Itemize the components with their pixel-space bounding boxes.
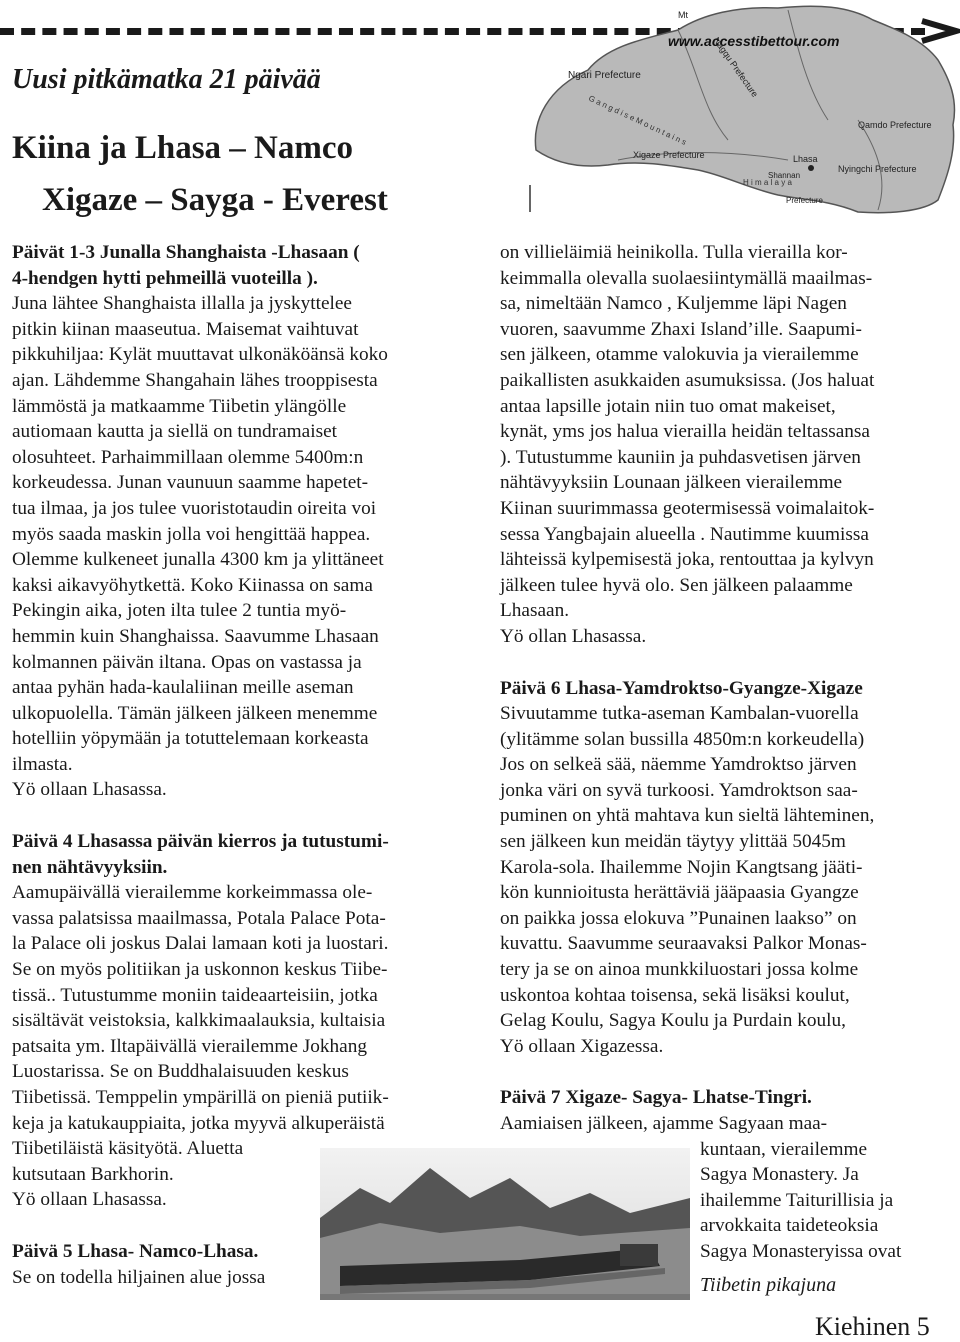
text-line: Kiinan suurimmassa geotermisessä voimalaitok-	[500, 497, 875, 519]
text-line: Yö ollaan Xigazessa.	[500, 1035, 664, 1057]
text-line: Sivuutamme tutka-aseman Kambalan-vuorella	[500, 703, 859, 725]
text-line: kynät, yms jos halua vierailla heidän teltassansa	[500, 421, 870, 443]
text-line: antaa lapsille jotain niin tuo omat makeiset,	[500, 395, 836, 417]
text-line: kaksi aikavyöhytkettä. Koko Kiinassa on sama	[12, 574, 373, 596]
map-label-nyingchi: Nyingchi Prefecture	[838, 164, 917, 174]
text-line: tua ilmaa, ja jos tulee vuoristotaudin oireita voi	[12, 497, 377, 519]
text-line: kolmannen päivän iltana. Opas on vastassa ja	[12, 651, 362, 673]
text-line: keimmalla olevalla suolaesiintymällä maailmas-	[500, 267, 873, 289]
text-line: hemmin kuin Shanghaissa. Saavumme Lhasaan	[12, 625, 379, 647]
day-heading: Päivät 1-3 Junalla Shanghaista -Lhasaan (	[12, 242, 360, 263]
text-line: Sagya Monastery. Ja	[700, 1164, 859, 1186]
text-line: ). Tutustumme kauniin ja puhdasvetisen järven	[500, 446, 861, 468]
map-label-shannan: Shannan	[768, 171, 801, 180]
text-line: on paikka jossa elokuva ”Punainen laakso” on	[500, 907, 857, 929]
title-line-1: Kiina ja Lhasa – Namco	[12, 130, 354, 166]
lhasa-dot	[808, 165, 814, 171]
text-line: Gelag Koulu, Sagya Koulu ja Purdain koulu,	[500, 1010, 846, 1032]
text-line: (ylitämme solan bussilla 4850m:n korkeudella)	[500, 728, 865, 750]
text-line: ajan. Lähdemme Shangahain lähes trooppisesta	[12, 369, 378, 391]
text-line: Yö ollaan Lhasassa.	[12, 1189, 167, 1211]
text-line: la Palace oli joskus Dalai lamaan koti ja luostari.	[12, 933, 389, 955]
paragraph-gap	[500, 650, 950, 676]
text-line: Juna lähtee Shanghaista illalla ja jyskyttelee	[12, 293, 352, 315]
right-column	[500, 240, 950, 1265]
paragraph-gap	[12, 803, 472, 829]
text-line: keja ja katukauppiaita, jotka myyvä alkuperäistä	[12, 1112, 385, 1134]
text-line: Se on todella hiljainen alue jossa	[12, 1266, 266, 1288]
text-line: Aamiaisen jälkeen, ajamme Sagyaan maa-	[500, 1113, 828, 1134]
text-line: tissä.. Tutustumme moniin taideaarteisiin, jotka	[12, 984, 378, 1006]
paragraph-gap	[500, 1059, 950, 1085]
text-line: Tiibetissä. Temppelin ympärillä on pieniä putiik-	[12, 1087, 389, 1108]
text-line: hotelliin yöpymään ja totuttelemaan korkeasta	[12, 728, 369, 750]
text-line: antaa pyhän hada-kaulaliinan meille aseman	[12, 677, 354, 699]
text-line: autiomaan kautta ja siellä on tundramaiset	[12, 421, 337, 443]
text-line: ulkopuolella. Tämän jälkeen jälkeen menemme	[12, 702, 378, 724]
text-line: arvokkaita taideteoksia	[700, 1215, 879, 1237]
train-photo	[320, 1148, 690, 1300]
map-label-gangdise: G a n g d i s e M o u n t a i n s	[587, 93, 688, 147]
map-label-mt: Mt	[678, 10, 688, 20]
text-line: Lhasaan.	[500, 600, 570, 622]
day-heading: Päivä 6 Lhasa-Yamdroktso-Gyangze-Xigaze	[500, 677, 863, 699]
text-line: sessa Yangbajain alueella . Nautimme kuumissa	[500, 523, 869, 545]
map-label-nagqu: Nagqu Prefecture	[711, 35, 761, 99]
day-heading: Päivä 4 Lhasassa päivän kierros ja tutustumi-	[12, 831, 389, 853]
text-line: Luostarissa. Se on Buddhalaisuuden keskus	[12, 1061, 349, 1083]
text-line: vuoren, saavumme Zhaxi Island’ille. Saapumi-	[500, 318, 862, 340]
title-line-2: Xigaze – Sayga - Everest	[42, 182, 388, 218]
text-line: Pekingin aika, joten ilta tulee 2 tuntia myö-	[12, 600, 347, 622]
text-line: nähtävyyksiin Lounaan jälkeen vierailemme	[500, 472, 843, 494]
text-line: sa, nimeltään Namco , Kuljemme läpi Nagen	[500, 293, 847, 315]
map-label-prefecture: Prefecture	[786, 196, 823, 205]
text-line: on villieläimiä heinikolla. Tulla vierailla kor-	[500, 242, 848, 263]
text-line: Yö ollaan Lhasassa.	[12, 779, 167, 801]
text-line: Karola-sola. Ihailemme Nojin Kangtsang jääti-	[500, 856, 863, 878]
day-heading: nen nähtävyyksiin.	[12, 856, 168, 878]
map-watermark: www.accesstibettour.com	[668, 33, 840, 49]
text-line: jonka väri on syvä turkoosi. Yamdroktson saa-	[500, 779, 858, 801]
text-line: pikkuhiljaa: Kylät muuttavat ulkonäköänsä koko	[12, 344, 388, 366]
text-line: kutsutaan Barkhorin.	[12, 1163, 174, 1185]
text-line: patsaita ym. Iltapäivällä vierailemme Jokhang	[12, 1035, 367, 1057]
text-line: lämmöstä ja matkaamme Tiibetin ylängölle	[12, 395, 347, 417]
text-line: uskontoa kohtaa toisensa, sekä lisäksi koulut,	[500, 984, 850, 1006]
left-column	[12, 240, 472, 1290]
map-label-qamdo: Qamdo Prefecture	[858, 120, 932, 130]
map-label-xigaze: Xigaze Prefecture	[633, 150, 705, 160]
text-line: korkeudessa. Junan vaunuun saamme hapetet-	[12, 472, 369, 494]
text-line: sen jälkeen kun meidän täytyy ylittää 5045m	[500, 831, 846, 853]
text-line: kuntaan, vierailemme	[700, 1138, 868, 1160]
photo-caption: Tiibetin pikajuna	[700, 1274, 837, 1296]
text-line: ilmasta.	[12, 753, 73, 775]
map-label-lhasa: Lhasa	[793, 154, 818, 164]
page-title	[12, 122, 388, 226]
text-line: lähteissä kylpemisestä joka, rentouttaa ja kylvyn	[500, 549, 874, 571]
map-label-ngari: Ngari Prefecture	[568, 70, 641, 81]
text-line: sisältävät veistoksia, kalkkimaalauksia, kultaisia	[12, 1010, 386, 1032]
text-line: kön kunnioitusta herättäviä jääpaasia Gyangze	[500, 882, 859, 904]
text-line: tery ja se on ainoa munkkiluostari jossa kolme	[500, 959, 859, 981]
text-line: Aamupäivällä vierailemme korkeimmassa ole-	[12, 882, 373, 904]
map-label-himalaya: H i m a l a y a	[743, 178, 792, 187]
text-line: paikallisten asukkaiden asumuksissa. (Jos haluat	[500, 369, 875, 391]
text-line: Se on myös politiikan ja uskonnon keskus Tiibe-	[12, 959, 388, 981]
page-number: Kiehinen 5	[815, 1312, 930, 1341]
text-line: ihailemme Taiturillisia ja	[700, 1189, 894, 1211]
text-line: pitkin kiinan maaseutua. Maisemat vaihtuvat	[12, 318, 359, 340]
text-line: Sagya Monasteryissa ovat	[700, 1240, 902, 1262]
text-line: vassa palatsissa maailmassa, Potala Palace Pota-	[12, 907, 386, 929]
day-heading: Päivä 7 Xigaze- Sagya- Lhatse-Tingri.	[500, 1087, 812, 1109]
text-line: myös saada maskin jolla voi hengittää happea.	[12, 523, 371, 545]
text-line: Yö ollan Lhasassa.	[500, 625, 647, 647]
text-line: Tiibetiläistä käsityötä. Aluetta	[12, 1138, 244, 1160]
text-line: jälkeen tulee hyvä olo. Sen jälkeen palaamme	[500, 574, 853, 596]
text-line: puminen on yhtä mahtava kun sieltä lähteminen,	[500, 805, 875, 827]
page-subtitle: Uusi pitkämatka 21 päivää	[12, 64, 321, 95]
text-line: olosuhteet. Parhaimmillaan olemme 5400m:n	[12, 446, 364, 468]
text-line: sen jälkeen, otamme valokuvia ja vierailemme	[500, 344, 859, 366]
text-line: Olemme kulkeneet junalla 4300 km ja ylittäneet	[12, 549, 384, 571]
tibet-map	[528, 0, 960, 215]
day-heading: Päivä 5 Lhasa- Namco-Lhasa.	[12, 1240, 259, 1262]
text-line: Jos on selkeä sää, näemme Yamdroktso järven	[500, 754, 857, 776]
text-line: kuvattu. Saavumme seuraavaksi Palkor Monas-	[500, 933, 867, 955]
day-heading: 4-hendgen hytti pehmeillä vuoteilla ).	[12, 267, 318, 289]
